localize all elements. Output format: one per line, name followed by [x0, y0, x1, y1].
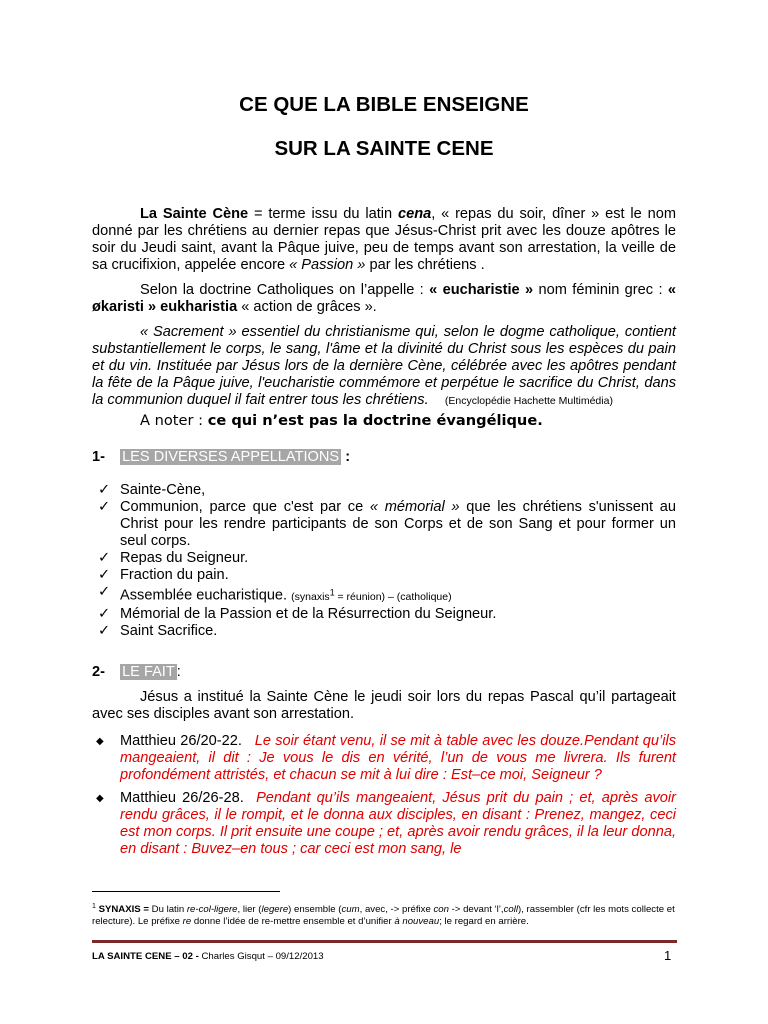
footnote-divider [92, 891, 280, 892]
document-body [92, 206, 676, 864]
appellations-list [92, 482, 676, 640]
doctrine-paragraph: Selon la doctrine Catholiques on l’appelle : « eucharistie » nom féminin grec : « økaristi » eukharistia « action de grâces ». [92, 282, 676, 315]
verse-text: Pendant qu’ils mangeaient, Jésus prit du pain ; et, après avoir rendu grâces, il le rompit, et le donna aux disciples, en disant : Prenez, mangez, ceci est mon corps. Il prit ensuite une coupe ; et, après avoir rendu grâces, il la leur donna, en disant : Buvez–en tous ; car ceci est mon sang, le [120, 789, 677, 857]
footer-info: LA SAINTE CENE – 02 - Charles Gisqut – 09/12/2013 [92, 951, 324, 962]
check-icon: ✓ [98, 622, 111, 639]
section-2-highlight: LE FAIT [122, 663, 175, 680]
page-title-line2: SUR LA SAINTE CENE [274, 137, 494, 160]
section-1-highlight: LES DIVERSES APPELLATIONS [122, 449, 340, 465]
intro-term: La Sainte Cène [140, 206, 249, 222]
footer-divider [92, 940, 677, 943]
verse-text: Le soir étant venu, il se mit à table avec les douze.Pendant qu’ils mangeaient, il dit : Je vous le dis en vérité, l’un de vous me livrera. Ils furent profondément attristés, et chacun se mit à lui dire : Est–ce moi, Seigneur ? [120, 732, 676, 783]
verse-ref: Matthieu 26/26-28. [120, 789, 244, 806]
diamond-bullet-icon: ◆ [96, 735, 104, 747]
diamond-bullet-icon: ◆ [96, 792, 104, 804]
page-title-line1: CE QUE LA BIBLE ENSEIGNE [239, 93, 529, 116]
quote-source: (Encyclopédie Hachette Multimédia) [444, 395, 613, 407]
list-item: ✓ Communion, parce que c'est par ce « mémorial » que les chrétiens s'unissent au Christ pour les rendre participants de son Corps et de son Sang et pour former un seul corps. [98, 499, 676, 549]
intro-latin-word: cena [397, 206, 432, 222]
check-icon: ✓ [98, 482, 111, 498]
intro-paragraph: La Sainte Cène = terme issu du latin cena, « repas du soir, dîner » est le nom donné par les chrétiens au dernier repas que Jésus-Christ prit avec les douze apôtres le soir du Jeudi saint, avant la Pâque juive, peu de temps avant son arrestation, la veille de sa crucifixion, appelée encore « Passion » par les chrétiens . [92, 206, 676, 273]
footnote: $^1$ SYNAXIS = Du latin re-col-ligere, lier (legere) ensemble (cum, avec, -> préfixe con -> devant ‘l’,coll), rassembler (cfr les mots collecte et relecture). Le préfixe re donne l’idée de re-mettre ensemble et d’unifier à nouveau; le regard en arrière. [92, 903, 675, 928]
list-item: ✓ Saint Sacrifice. [98, 622, 218, 639]
list-item [92, 790, 676, 858]
list-item: ✓ Sainte-Cène, [98, 482, 206, 498]
fact-paragraph: Jésus a institué la Sainte Cène le jeudi soir lors du repas Pascal qu’il partageait avec ses disciples avant son arrestation. [92, 688, 676, 722]
note-line: A noter : ce qui n’est pas la doctrine évangélique. [140, 412, 543, 429]
list-item: ✓ Repas du Seigneur. [98, 550, 249, 566]
check-icon: ✓ [98, 499, 111, 515]
verse-ref: Matthieu 26/20-22. [120, 732, 242, 749]
check-icon: ✓ [98, 550, 111, 566]
list-item: ✓ Mémorial de la Passion et de la Résurrection du Seigneur. [98, 605, 497, 622]
verses-list [92, 733, 676, 858]
section-1-heading: 1- LES DIVERSES APPELLATIONS : [92, 449, 351, 465]
page-number: 1 [664, 948, 672, 963]
list-item: ✓ Assemblée eucharistique. (synaxis$^1$ = réunion) – (catholique) [98, 584, 452, 604]
check-icon: ✓ [98, 605, 111, 622]
list-item: ✓ Fraction du pain. [98, 567, 229, 583]
footnote-ref[interactable]: 1 [329, 587, 335, 597]
check-icon: ✓ [98, 584, 111, 600]
check-icon: ✓ [98, 567, 111, 583]
section-2-heading: 2- LE FAIT : [92, 663, 181, 680]
list-item [92, 733, 676, 784]
encyclopedia-quote: « Sacrement » essentiel du christianisme qui, selon le dogme catholique, contient substantiellement le corps, le sang, l'âme et la divinité du Christ sous les espèces du pain et du vin. Instituée par Jésus lors de la dernière Cène, célébrée avec les apôtres pendant la fête de la Pâque juive, l'eucharistie commémore et perpétue le sacrifice du Christ, dans la communion duquel il fait entrer tous les chrétiens. (Encyclopédie Hachette Multimédia) [92, 324, 676, 408]
